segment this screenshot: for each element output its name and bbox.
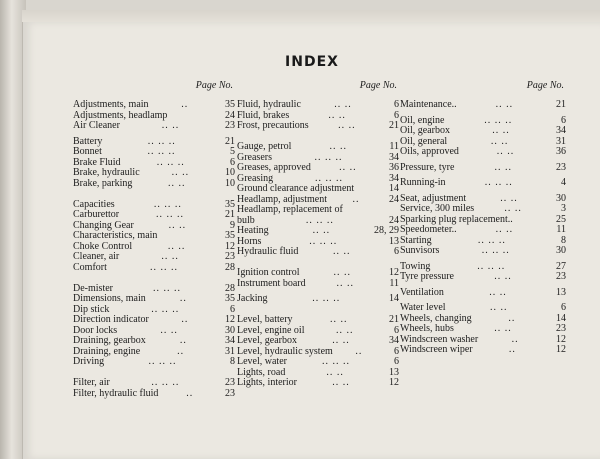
entry-label: Starting	[400, 234, 432, 246]
entry-leader-dots: .. ..	[160, 325, 178, 336]
entry-label: Choke Control	[73, 240, 133, 252]
entry-leader-dots: .. ..	[489, 287, 507, 298]
page-title: INDEX	[285, 54, 339, 70]
index-entry	[237, 163, 399, 174]
entry-leader-dots: .. ..	[490, 303, 508, 313]
entry-page-number: 23	[225, 377, 235, 388]
entry-label: Dip stick	[73, 303, 110, 315]
entry-page-number: 35	[225, 230, 235, 241]
entry-leader-dots: .. .. ..	[151, 304, 180, 315]
entry-label: Brake, parking	[73, 177, 133, 189]
entry-page-number: 31	[225, 345, 235, 357]
entry-leader-dots: .. .. ..	[314, 152, 343, 163]
entry-leader-dots: ..	[179, 294, 187, 304]
entry-page-number: 6	[230, 303, 235, 315]
entry-label: Draining, gearbox	[73, 335, 146, 346]
entry-leader-dots: .. ..	[329, 142, 347, 152]
entry-label: Running-in	[400, 177, 446, 188]
entry-page-number: 34	[389, 172, 399, 184]
entry-label: Level, battery	[237, 314, 293, 325]
entry-leader-dots: .. ..	[336, 278, 355, 289]
entry-label: Windscreen wiper	[400, 344, 473, 355]
entry-leader-dots: .. .. ..	[321, 357, 350, 367]
entry-label: Heating	[237, 225, 269, 236]
entry-leader-dots: .. ..	[496, 147, 515, 157]
entry-leader-dots: .. ..	[328, 110, 346, 121]
entry-page-number: 9	[230, 219, 235, 231]
entry-label: Brake Fluid	[73, 156, 121, 168]
index-entry	[73, 378, 235, 389]
entry-label: Oil, engine	[400, 114, 445, 126]
index-entry	[73, 294, 235, 305]
index-entry	[237, 226, 399, 237]
index-entry	[237, 279, 399, 290]
entry-leader-dots: .. ..	[332, 336, 350, 346]
entry-page-number: 8	[561, 234, 566, 246]
entry-page-number: 6	[394, 99, 399, 110]
entry-leader-dots: .. ..	[335, 325, 354, 336]
index-entry	[400, 178, 566, 189]
entry-leader-dots: .. .. ..	[477, 261, 506, 272]
entry-label: bulb	[237, 214, 255, 226]
entry-label: Level, water	[237, 356, 287, 367]
entry-leader-dots: ..	[179, 336, 187, 346]
entry-label: Wheels, changing	[400, 312, 472, 324]
entry-leader-dots: .. ..	[171, 168, 190, 178]
entry-leader-dots: .. ..	[330, 315, 348, 325]
entry-label: Dimensions, main	[73, 293, 146, 304]
index-entry	[73, 263, 235, 274]
index-entry	[73, 100, 235, 111]
entry-page-number: 3	[561, 203, 566, 214]
entry-page-number: 6	[394, 356, 399, 367]
entry-page-number: 35	[225, 198, 235, 210]
index-entry	[400, 100, 566, 111]
entry-label: Wheels, hubs	[400, 323, 454, 334]
entry-page-number: 23	[556, 161, 566, 173]
entry-page-number: 13	[556, 286, 566, 298]
entry-label: Horns	[237, 235, 262, 247]
entry-leader-dots: .. .. ..	[147, 136, 176, 147]
entry-label: Seat, adjustment	[400, 192, 467, 204]
entry-leader-dots: .. ..	[167, 178, 186, 189]
index-entry	[400, 147, 566, 158]
page-no-header: Page No.	[195, 80, 233, 91]
entry-leader-dots: .. ..	[167, 241, 186, 252]
entry-page-number: 13	[389, 235, 399, 247]
entry-page-number: 24	[225, 109, 235, 121]
entry-leader-dots: ..	[181, 315, 189, 325]
entry-label: Air Cleaner	[73, 120, 120, 131]
entry-page-number: 21	[389, 120, 399, 131]
entry-page-number: 23	[556, 323, 566, 334]
entry-label: De-mister	[73, 282, 113, 294]
entry-page-number: 21	[556, 99, 566, 110]
index-entry	[400, 126, 566, 137]
entry-label: Sparking plug replacement..	[400, 213, 513, 225]
entry-label: Headlamp, replacement of	[237, 204, 343, 215]
index-entry	[73, 168, 235, 179]
entry-label: Adjustments, main	[73, 99, 149, 110]
entry-leader-dots: .. ..	[334, 100, 352, 110]
entry-label: Towing	[400, 260, 431, 272]
entry-page-number: 4	[561, 177, 566, 188]
index-entry	[237, 378, 399, 389]
entry-label: Water level	[400, 302, 446, 313]
entry-page-number: 10	[225, 167, 235, 178]
entry-label: Filter, hydraulic fluid	[73, 387, 159, 399]
entry-label: Oil, general	[400, 135, 448, 147]
entry-leader-dots: .. ..	[494, 272, 512, 282]
entry-leader-dots: .. .. ..	[151, 378, 180, 388]
entry-label: Lights, road	[237, 366, 286, 378]
index-entry	[400, 163, 566, 174]
entry-leader-dots: .. .. ..	[153, 199, 182, 210]
index-entry	[237, 268, 399, 279]
index-entry	[237, 247, 399, 258]
entry-page-number: 23	[225, 251, 235, 262]
entry-page-number: 12	[389, 267, 399, 278]
entry-leader-dots: ..	[177, 346, 185, 357]
entry-page-number: 21	[225, 135, 235, 147]
entry-page-number: 5	[230, 146, 235, 157]
entry-leader-dots: .. ..	[161, 252, 179, 262]
entry-page-number: 21	[225, 209, 235, 220]
entry-leader-dots: ..	[508, 313, 516, 324]
entry-page-number: 27	[556, 260, 566, 272]
entry-page-number: 25	[556, 213, 566, 225]
entry-leader-dots: .. ..	[500, 193, 518, 204]
entry-leader-dots: .. ..	[495, 225, 514, 235]
entry-label: Comfort	[73, 261, 107, 273]
entry-leader-dots: .. ..	[339, 163, 357, 173]
index-entry	[400, 246, 566, 257]
entry-page-number: 6	[561, 114, 566, 126]
entry-page-number: 12	[556, 344, 566, 355]
entry-page-number: 11	[556, 224, 566, 235]
entry-label: Greasing	[237, 172, 274, 184]
index-entry	[400, 324, 566, 335]
entry-page-number: 14	[556, 312, 566, 324]
entry-leader-dots: .. .. ..	[484, 115, 513, 126]
entry-label: Gauge, petrol	[237, 141, 292, 152]
entry-label: Changing Gear	[73, 219, 134, 231]
entry-leader-dots: ..	[352, 194, 360, 205]
entry-label: Fluid, brakes	[237, 109, 290, 121]
entry-page-number: 12	[556, 333, 566, 345]
entry-page-number: 21	[389, 314, 399, 325]
entry-page-number: 12	[225, 240, 235, 252]
entry-label: Pressure, tyre	[400, 161, 455, 173]
entry-leader-dots: .. .. ..	[149, 262, 178, 273]
entry-label: Windscreen washer	[400, 333, 479, 345]
index-entry	[237, 184, 399, 195]
entry-page-number: 31	[556, 135, 566, 147]
entry-leader-dots: .. .. ..	[484, 178, 513, 188]
index-entry	[400, 288, 566, 299]
entry-page-number: 28, 29	[374, 225, 399, 236]
entry-leader-dots: .. .. ..	[309, 236, 338, 247]
index-entry	[237, 336, 399, 347]
index-entry	[73, 231, 235, 242]
entry-label: Greasers	[237, 151, 272, 163]
entry-page-number: 6	[394, 345, 399, 357]
entry-label: Level, gearbox	[237, 335, 297, 346]
entry-label: Instrument board	[237, 277, 306, 289]
index-entry	[73, 252, 235, 263]
entry-label: Battery	[73, 135, 103, 147]
entry-leader-dots: ..	[508, 345, 516, 355]
entry-page-number: 12	[225, 314, 235, 325]
entry-page-number: 28	[225, 282, 235, 294]
entry-leader-dots: ..	[511, 334, 519, 345]
entry-page-number: 30	[225, 324, 235, 336]
index-column-1	[73, 80, 235, 399]
entry-label: Level, hydraulic system	[237, 345, 333, 357]
entry-leader-dots: ..	[355, 346, 363, 357]
entry-label: Sunvisors	[400, 245, 440, 256]
entry-page-number: 34	[389, 335, 399, 346]
entry-page-number: 10	[225, 177, 235, 189]
entry-leader-dots: ..	[186, 388, 194, 399]
index-entry	[73, 336, 235, 347]
page-no-header: Page No.	[359, 80, 397, 91]
entry-spacer	[73, 189, 235, 200]
entry-label: Door locks	[73, 324, 118, 336]
entry-label: Cleaner, air	[73, 251, 120, 262]
page-no-header: Page No.	[526, 80, 564, 91]
entry-page-number: 34	[389, 151, 399, 163]
index-entry	[400, 272, 566, 283]
entry-page-number: 12	[389, 377, 399, 388]
entry-label: Hydraulic fluid	[237, 246, 299, 257]
entry-leader-dots: .. ..	[332, 247, 351, 257]
entry-label: Bonnet	[73, 146, 102, 157]
entry-page-number: 14	[389, 183, 399, 194]
index-page	[22, 22, 600, 459]
entry-page-number: 6	[394, 109, 399, 121]
entry-page-number: 11	[389, 277, 399, 289]
index-entry	[73, 147, 235, 158]
entry-page-number: 23	[556, 271, 566, 282]
index-entry	[400, 303, 566, 314]
entry-page-number: 36	[556, 146, 566, 157]
entry-leader-dots: .. .. ..	[156, 210, 185, 220]
index-entry	[73, 315, 235, 326]
entry-leader-dots: .. ..	[494, 324, 512, 334]
entry-leader-dots: .. .. ..	[312, 294, 341, 304]
entry-page-number: 11	[389, 141, 399, 152]
index-entry	[237, 100, 399, 111]
index-entry	[73, 121, 235, 132]
entry-page-number: 23	[225, 387, 235, 399]
index-entry	[237, 294, 399, 305]
index-column-3	[400, 80, 566, 356]
entry-page-number: 34	[556, 125, 566, 136]
entry-label: Ground clearance adjustment	[237, 183, 355, 194]
entry-label: Oils, approved	[400, 146, 459, 157]
entry-page-number: 23	[225, 120, 235, 131]
entry-leader-dots: .. ..	[333, 268, 351, 278]
entry-page-number: 30	[556, 245, 566, 256]
index-entry	[237, 142, 399, 153]
entry-label: Adjustments, headlamp	[73, 109, 168, 121]
index-entry	[73, 389, 235, 400]
entry-page-number: 13	[389, 366, 399, 378]
entry-leader-dots: ..	[181, 100, 189, 110]
entry-label: Level, engine oil	[237, 324, 305, 336]
entry-leader-dots: .. ..	[312, 226, 331, 236]
entry-page-number: 35	[225, 99, 235, 110]
index-entry	[237, 357, 399, 368]
entry-leader-dots: .. .. ..	[477, 235, 506, 246]
index-entry	[73, 357, 235, 368]
entry-label: Draining, engine	[73, 345, 141, 357]
index-entry	[400, 345, 566, 356]
entry-leader-dots: .. ..	[492, 126, 510, 136]
entry-label: Greases, approved	[237, 162, 311, 173]
entry-page-number: 14	[389, 293, 399, 304]
index-entry	[237, 121, 399, 132]
entry-label: Lights, interior	[237, 377, 297, 388]
entry-leader-dots: .. .. ..	[147, 147, 176, 157]
entry-leader-dots: .. ..	[495, 100, 514, 110]
entry-label: Ignition control	[237, 267, 300, 278]
entry-label: Driving	[73, 356, 105, 367]
entry-leader-dots: .. .. ..	[315, 173, 344, 184]
index-entry	[400, 204, 566, 215]
entry-label: Capacities	[73, 198, 115, 210]
entry-leader-dots: .. ..	[490, 136, 509, 147]
entry-label: Carburettor	[73, 209, 120, 220]
entry-page-number: 36	[389, 162, 399, 173]
entry-page-number: 6	[561, 302, 566, 313]
entry-label: Service, 300 miles	[400, 203, 475, 214]
entry-label: Speedometer..	[400, 224, 457, 235]
entry-leader-dots: .. ..	[161, 121, 180, 131]
entry-page-number: 34	[225, 335, 235, 346]
entry-page-number: 8	[230, 356, 235, 367]
entry-leader-dots: .. .. ..	[153, 283, 181, 294]
entry-leader-dots: .. ..	[494, 162, 512, 173]
entry-leader-dots: .. ..	[504, 204, 522, 214]
entry-page-number: 6	[394, 324, 399, 336]
entry-leader-dots: .. .. ..	[156, 157, 185, 168]
entry-label: Tyre pressure	[400, 271, 454, 282]
entry-label: Characteristics, main	[73, 230, 158, 241]
entry-label: Frost, precautions	[237, 120, 309, 131]
entry-page-number: 6	[230, 156, 235, 168]
entry-label: Brake, hydraulic	[73, 167, 140, 178]
index-entry	[73, 179, 235, 190]
entry-leader-dots: .. ..	[168, 220, 187, 231]
index-entry	[237, 205, 399, 216]
entry-leader-dots: .. ..	[338, 121, 356, 131]
entry-page-number: 35	[225, 293, 235, 304]
entry-label: Oil, gearbox	[400, 125, 450, 136]
entry-leader-dots: .. .. ..	[305, 215, 334, 226]
entry-leader-dots: .. .. ..	[481, 246, 510, 256]
entry-label: Direction indicator	[73, 314, 149, 325]
entry-page-number: 24	[389, 193, 399, 205]
entry-spacer	[73, 273, 235, 284]
entry-leader-dots: .. ..	[332, 378, 350, 388]
entry-label: Filter, air	[73, 377, 110, 388]
entry-page-number: 28	[225, 261, 235, 273]
index-entry	[400, 225, 566, 236]
index-entry	[237, 315, 399, 326]
entry-label: Maintenance..	[400, 99, 457, 110]
entry-label: Headlamp, adjustment	[237, 193, 327, 205]
index-entry	[73, 210, 235, 221]
entry-page-number: 30	[556, 192, 566, 204]
index-column-2	[237, 80, 399, 389]
entry-label: Fluid, hydraulic	[237, 99, 301, 110]
entry-page-number: 24	[389, 214, 399, 226]
entry-label: Jacking	[237, 293, 268, 304]
entry-leader-dots: .. .. ..	[148, 357, 177, 367]
entry-page-number: 6	[394, 246, 399, 257]
entry-label: Ventilation	[400, 286, 444, 298]
entry-leader-dots: .. ..	[326, 367, 344, 378]
